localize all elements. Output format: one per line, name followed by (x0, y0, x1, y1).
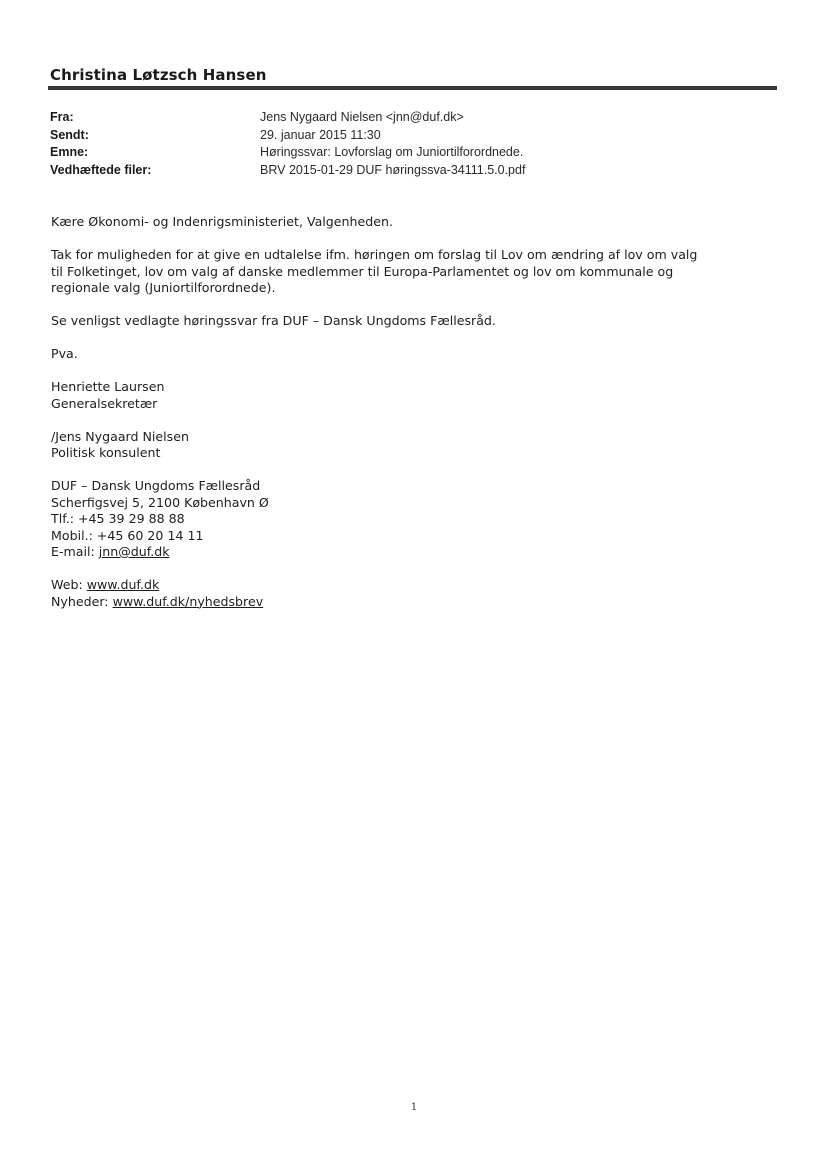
web-line (51, 577, 781, 594)
intro-paragraph (51, 247, 781, 297)
attachments-label: Vedhæftede filer: (50, 162, 152, 177)
intro-line: regionale valg (Juniortilforordnede). (51, 280, 276, 295)
attachment-note (51, 313, 781, 330)
sent-label: Sendt: (50, 127, 89, 142)
signer2-title: Politisk konsulent (51, 445, 161, 460)
email-label: E-mail: (51, 544, 99, 559)
signer2-name: /Jens Nygaard Nielsen (51, 428, 189, 444)
mobile-number: Mobil.: +45 60 20 14 11 (51, 527, 204, 543)
news-link[interactable]: www.duf.dk/nyhedsbrev (112, 593, 264, 609)
header-divider (48, 86, 777, 90)
greeting (51, 214, 781, 231)
signature-primary (51, 379, 781, 412)
news-line (51, 594, 781, 611)
email-link[interactable]: jnn@duf.dk (98, 544, 170, 559)
from-label: Fra: (50, 110, 74, 124)
org-name: DUF – Dansk Ungdoms Fællesråd (51, 478, 261, 493)
attachments-value: BRV 2015-01-29 DUF høringssva-34111.5.0.pdf (260, 162, 526, 177)
email-body (51, 214, 781, 627)
subject-value: Høringssvar: Lovforslag om Juniortilforordnede. (260, 145, 524, 159)
from-value: Jens Nygaard Nielsen <jnn@duf.dk> (260, 110, 464, 124)
sent-value: 29. januar 2015 11:30 (260, 127, 381, 142)
signer1-title: Generalsekretær (51, 395, 158, 411)
from-row (50, 109, 525, 127)
news-label: Nyheder: (51, 593, 113, 609)
phone-number: Tlf.: +45 39 29 88 88 (51, 511, 185, 526)
intro-line: Tak for muligheden for at give en udtalelse ifm. høringen om forslag til Lov om ændring af lov om valg (51, 247, 698, 262)
email-line (51, 544, 781, 561)
attachments-row (50, 162, 525, 180)
closing-line: Pva. (51, 346, 78, 361)
intro-line: til Folketinget, lov om valg af danske medlemmer til Europa-Parlamentet og lov om kommunale og (51, 263, 674, 279)
greeting-line: Kære Økonomi- og Indenrigsministeriet, Valgenheden. (51, 214, 393, 229)
signature-secondary (51, 429, 781, 462)
sender-name: Christina Løtzsch Hansen (50, 66, 267, 84)
subject-row (50, 144, 525, 162)
attachment-note-line: Se venligst vedlagte høringssvar fra DUF – Dansk Ungdoms Fællesråd. (51, 313, 496, 328)
closing (51, 346, 781, 363)
org-address: Scherfigsvej 5, 2100 København Ø (51, 494, 269, 510)
web-link[interactable]: www.duf.dk (86, 577, 160, 592)
email-header-fields (50, 109, 525, 179)
page-number: 1 (410, 1102, 418, 1113)
web-label: Web: (51, 577, 87, 592)
signer1-name: Henriette Laursen (51, 379, 165, 394)
sent-row (50, 127, 525, 145)
web-block (51, 577, 781, 610)
contact-block (51, 478, 781, 561)
subject-label: Emne: (50, 145, 89, 159)
